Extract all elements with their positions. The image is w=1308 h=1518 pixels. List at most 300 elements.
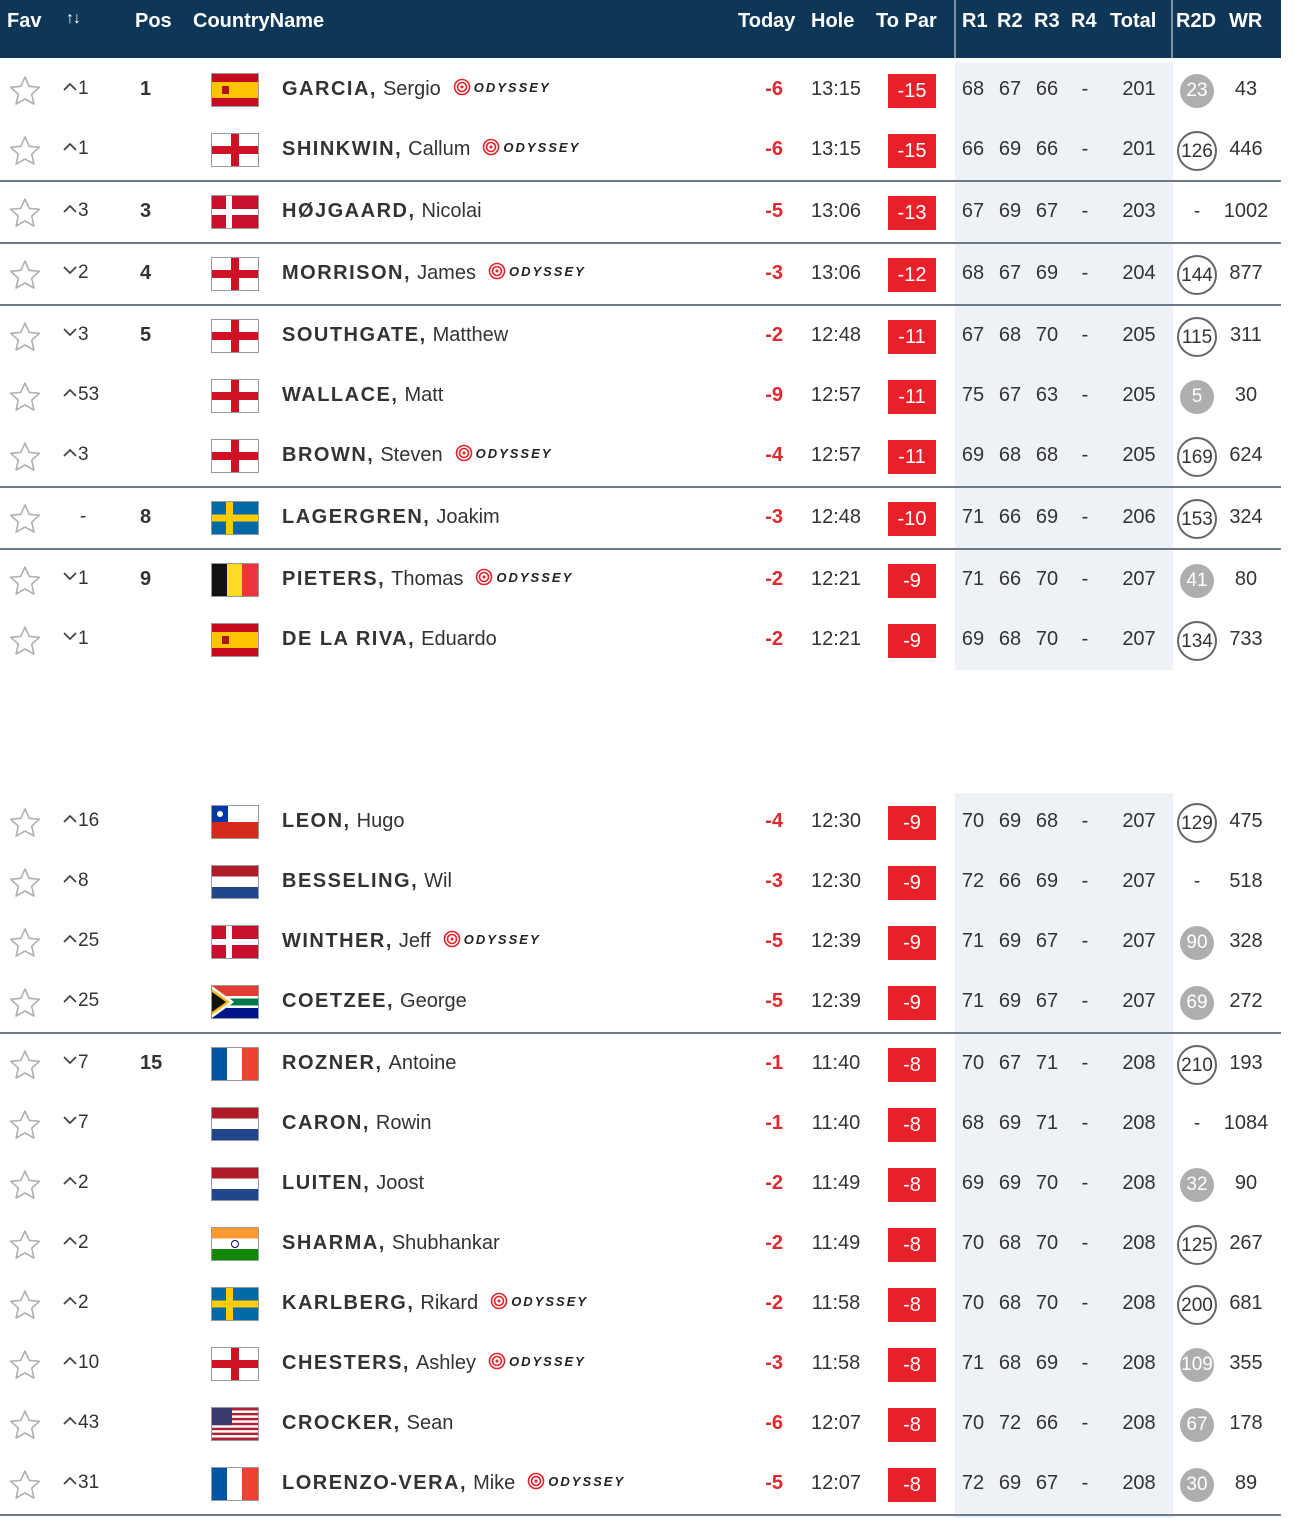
- favorite-star-icon[interactable]: [9, 927, 41, 959]
- position-movement: [62, 138, 122, 160]
- round-3-score: 69: [1035, 506, 1059, 528]
- round-1-score: 70: [961, 1232, 985, 1254]
- today-score: -4: [765, 810, 783, 832]
- world-ranking: 1084: [1223, 1112, 1269, 1134]
- position-movement: [62, 568, 122, 590]
- round-2-score: 68: [998, 628, 1022, 650]
- player-first-name[interactable]: Jeff: [398, 930, 431, 952]
- player-name[interactable]: [282, 78, 551, 101]
- player-surname[interactable]: LUITEN,: [282, 1172, 371, 1194]
- table-row[interactable]: [0, 1335, 1281, 1395]
- player-first-name[interactable]: James: [417, 262, 476, 284]
- pos-header[interactable]: Pos: [135, 10, 172, 32]
- today-header[interactable]: Today: [738, 10, 796, 32]
- position-movement: [62, 628, 122, 650]
- favorite-star-icon[interactable]: [9, 565, 41, 597]
- player-first-name[interactable]: Rikard: [420, 1292, 479, 1314]
- player-surname[interactable]: SHINKWIN,: [282, 138, 403, 160]
- odyssey-swirl-icon: [527, 1469, 545, 1491]
- hole-time: 11:58: [811, 1352, 861, 1374]
- round-2-score: 69: [998, 810, 1022, 832]
- r4-header[interactable]: R4: [1071, 10, 1097, 32]
- movement-value: 2: [78, 1232, 89, 1253]
- player-surname[interactable]: COETZEE,: [282, 990, 395, 1012]
- round-2-score: 69: [998, 1172, 1022, 1194]
- total-score: 208: [1122, 1352, 1156, 1374]
- chevron-up-icon: [62, 1229, 78, 1237]
- movement-value: 31: [78, 1472, 100, 1493]
- today-score: -2: [765, 1172, 783, 1194]
- chevron-down-icon: [62, 1109, 78, 1117]
- odyssey-label: ODYSSEY: [496, 570, 574, 586]
- world-ranking: 178: [1229, 1412, 1263, 1434]
- table-row[interactable]: [0, 307, 1281, 367]
- favorite-star-icon[interactable]: [9, 1109, 41, 1141]
- player-name[interactable]: [282, 990, 467, 1013]
- round-2-score: 69: [998, 1112, 1022, 1134]
- favorite-star-icon[interactable]: [9, 1349, 41, 1381]
- round-4-score: -: [1081, 1172, 1089, 1194]
- player-first-name[interactable]: George: [400, 990, 467, 1012]
- race-to-dubai-rank: 67: [1180, 1408, 1214, 1442]
- round-2-score: 69: [998, 990, 1022, 1012]
- race-to-dubai-rank: -: [1193, 871, 1201, 892]
- total-header[interactable]: Total: [1110, 10, 1157, 32]
- movement-value: 25: [78, 930, 100, 951]
- race-to-dubai-rank: 129: [1177, 803, 1217, 843]
- odyssey-sponsor-logo: [488, 259, 586, 282]
- total-score: 208: [1122, 1472, 1156, 1494]
- world-ranking: 311: [1230, 324, 1262, 346]
- leaderboard-header: [0, 0, 1281, 58]
- round-3-score: 66: [1035, 78, 1059, 100]
- round-2-score: 66: [998, 568, 1022, 590]
- total-score: 207: [1122, 568, 1156, 590]
- position-movement: [62, 78, 122, 100]
- movement-value: 1: [78, 78, 89, 99]
- round-4-score: -: [1081, 1112, 1089, 1134]
- world-ranking: 355: [1229, 1352, 1263, 1374]
- wr-header[interactable]: WR: [1229, 10, 1263, 32]
- odyssey-label: ODYSSEY: [548, 1474, 626, 1490]
- chevron-up-icon: [62, 987, 78, 995]
- favorite-star-icon[interactable]: [9, 197, 41, 229]
- round-1-score: 69: [961, 1172, 985, 1194]
- favorite-star-icon[interactable]: [9, 987, 41, 1019]
- round-3-score: 71: [1035, 1052, 1059, 1074]
- total-score: 205: [1122, 444, 1156, 466]
- round-1-score: 72: [961, 870, 985, 892]
- hole-time: 11:40: [811, 1112, 861, 1134]
- odyssey-label: ODYSSEY: [508, 264, 586, 280]
- player-first-name[interactable]: Thomas: [391, 568, 464, 590]
- to-par-badge: -9: [888, 624, 936, 658]
- table-row[interactable]: [0, 1215, 1281, 1275]
- table-row[interactable]: [0, 427, 1281, 487]
- round-3-score: 69: [1035, 1352, 1059, 1374]
- player-surname[interactable]: BESSELING,: [282, 870, 419, 892]
- player-surname[interactable]: WALLACE,: [282, 384, 399, 406]
- hole-time: 13:06: [810, 262, 862, 284]
- world-ranking: 30: [1234, 384, 1258, 406]
- round-1-score: 70: [961, 810, 985, 832]
- movement-value: 2: [78, 1172, 89, 1193]
- player-first-name[interactable]: Joakim: [436, 506, 500, 528]
- chevron-up-icon: [62, 927, 78, 935]
- to-par-badge: -9: [888, 926, 936, 960]
- table-row[interactable]: [0, 245, 1281, 305]
- to-par-badge: -11: [888, 440, 936, 474]
- round-4-score: -: [1081, 78, 1089, 100]
- hole-time: 12:57: [810, 384, 862, 406]
- to-par-badge: -9: [888, 564, 936, 598]
- player-name[interactable]: [282, 1232, 500, 1255]
- favorite-star-icon[interactable]: [9, 1049, 41, 1081]
- france-flag-icon: [212, 1048, 258, 1080]
- round-2-score: 69: [998, 200, 1022, 222]
- race-to-dubai-rank: 126: [1177, 131, 1217, 171]
- favorite-star-icon[interactable]: [9, 1409, 41, 1441]
- today-score: -2: [765, 628, 783, 650]
- r3-header[interactable]: R3: [1034, 10, 1060, 32]
- chevron-down-icon: [62, 259, 78, 267]
- position: 8: [140, 506, 152, 528]
- player-name[interactable]: [282, 568, 573, 591]
- round-4-score: -: [1081, 200, 1089, 222]
- table-row[interactable]: [0, 1275, 1281, 1335]
- round-3-score: 69: [1035, 870, 1059, 892]
- odyssey-swirl-icon: [488, 259, 506, 281]
- movement-value: 1: [78, 628, 89, 649]
- player-surname[interactable]: KARLBERG,: [282, 1292, 415, 1314]
- player-name[interactable]: [282, 1292, 588, 1315]
- table-row[interactable]: [0, 973, 1281, 1033]
- round-4-score: -: [1081, 810, 1089, 832]
- player-first-name[interactable]: Mike: [473, 1472, 516, 1494]
- player-surname[interactable]: SOUTHGATE,: [282, 324, 427, 346]
- race-to-dubai-rank: 200: [1177, 1285, 1217, 1325]
- race-to-dubai-rank: 210: [1177, 1045, 1217, 1085]
- race-to-dubai-rank: 5: [1180, 380, 1214, 414]
- country-name-header[interactable]: CountryName: [193, 10, 325, 32]
- hole-time: 12:48: [810, 506, 862, 528]
- player-first-name[interactable]: Wil: [424, 870, 452, 892]
- southafrica-flag-icon: [212, 986, 258, 1018]
- round-4-score: -: [1081, 1472, 1089, 1494]
- round-2-score: 72: [998, 1412, 1022, 1434]
- world-ranking: 89: [1234, 1472, 1258, 1494]
- netherlands-flag-icon: [212, 1108, 258, 1140]
- round-3-score: 70: [1035, 628, 1059, 650]
- table-row[interactable]: [0, 1035, 1281, 1095]
- round-1-score: 71: [961, 506, 985, 528]
- hole-time: 12:07: [810, 1412, 862, 1434]
- player-first-name[interactable]: Matt: [404, 384, 444, 406]
- odyssey-swirl-icon: [490, 1289, 508, 1311]
- today-score: -3: [765, 1352, 783, 1374]
- hole-time: 11:58: [811, 1292, 861, 1314]
- odyssey-label: ODYSSEY: [511, 1294, 589, 1310]
- to-par-badge: -8: [888, 1408, 936, 1442]
- player-first-name[interactable]: Sean: [406, 1412, 454, 1434]
- hole-time: 13:06: [810, 200, 862, 222]
- r1-header[interactable]: R1: [962, 10, 988, 32]
- round-3-score: 67: [1035, 930, 1059, 952]
- to-par-badge: -8: [888, 1168, 936, 1202]
- favorite-star-icon[interactable]: [9, 1169, 41, 1201]
- hole-time: 12:57: [810, 444, 862, 466]
- world-ranking: 267: [1229, 1232, 1263, 1254]
- netherlands-flag-icon: [212, 866, 258, 898]
- today-score: -2: [765, 568, 783, 590]
- round-4-score: -: [1081, 324, 1089, 346]
- round-3-score: 70: [1035, 1172, 1059, 1194]
- total-score: 208: [1122, 1112, 1156, 1134]
- odyssey-label: ODYSSEY: [503, 140, 581, 156]
- round-4-score: -: [1081, 138, 1089, 160]
- total-score: 201: [1122, 78, 1156, 100]
- player-name[interactable]: [282, 138, 580, 161]
- position-movement: [62, 444, 122, 466]
- player-surname[interactable]: SHARMA,: [282, 1232, 386, 1254]
- round-1-score: 68: [961, 262, 985, 284]
- race-to-dubai-rank: 32: [1180, 1168, 1214, 1202]
- to-par-badge: -10: [888, 502, 936, 536]
- favorite-star-icon[interactable]: [9, 259, 41, 291]
- player-name[interactable]: [282, 1172, 424, 1195]
- player-surname[interactable]: GARCIA,: [282, 78, 377, 100]
- table-row[interactable]: [0, 793, 1281, 853]
- to-par-badge: -8: [888, 1108, 936, 1142]
- table-row[interactable]: [0, 489, 1281, 549]
- player-surname[interactable]: MORRISON,: [282, 262, 412, 284]
- player-surname[interactable]: HØJGAARD,: [282, 200, 416, 222]
- hole-time: 11:49: [811, 1232, 861, 1254]
- table-row[interactable]: [0, 367, 1281, 427]
- table-row[interactable]: [0, 183, 1281, 243]
- player-name[interactable]: [282, 262, 586, 285]
- table-row[interactable]: [0, 1455, 1281, 1515]
- table-row[interactable]: [0, 1095, 1281, 1155]
- position-movement: [62, 1292, 122, 1314]
- chevron-down-icon: [62, 321, 78, 329]
- today-score: -3: [765, 506, 783, 528]
- hole-time: 12:21: [810, 568, 862, 590]
- player-first-name[interactable]: Steven: [380, 444, 443, 466]
- favorite-star-icon[interactable]: [9, 321, 41, 353]
- hole-time: 12:30: [810, 810, 862, 832]
- today-score: -6: [765, 1412, 783, 1434]
- player-surname[interactable]: PIETERS,: [282, 568, 386, 590]
- player-name[interactable]: [282, 628, 497, 651]
- round-4-score: -: [1081, 1292, 1089, 1314]
- odyssey-swirl-icon: [475, 565, 493, 587]
- favorite-star-icon[interactable]: [9, 807, 41, 839]
- player-name[interactable]: [282, 1052, 456, 1075]
- world-ranking: 272: [1229, 990, 1263, 1012]
- to-par-badge: -9: [888, 986, 936, 1020]
- player-first-name[interactable]: Antoine: [388, 1052, 457, 1074]
- player-surname[interactable]: LORENZO-VERA,: [282, 1472, 468, 1494]
- round-3-score: 66: [1035, 1412, 1059, 1434]
- round-1-score: 69: [961, 628, 985, 650]
- table-row[interactable]: [0, 121, 1281, 181]
- favorite-star-icon[interactable]: [9, 381, 41, 413]
- favorite-star-icon[interactable]: [9, 1289, 41, 1321]
- movement-value: 10: [78, 1352, 100, 1373]
- movement-value: 1: [78, 568, 89, 589]
- player-name[interactable]: [282, 1352, 586, 1375]
- round-3-score: 68: [1035, 810, 1059, 832]
- today-score: -6: [765, 138, 783, 160]
- total-score: 204: [1122, 262, 1156, 284]
- table-row[interactable]: [0, 1155, 1281, 1215]
- player-first-name[interactable]: Shubhankar: [391, 1232, 500, 1254]
- favorite-star-icon[interactable]: [9, 441, 41, 473]
- r2-header[interactable]: R2: [997, 10, 1023, 32]
- round-2-score: 67: [998, 384, 1022, 406]
- r2d-header[interactable]: R2D: [1176, 10, 1217, 32]
- world-ranking: 43: [1234, 78, 1258, 100]
- round-3-score: 70: [1035, 1292, 1059, 1314]
- england-flag-icon: [212, 258, 258, 290]
- total-score: 208: [1122, 1052, 1156, 1074]
- header-divider: [954, 0, 956, 58]
- player-first-name[interactable]: Nicolai: [421, 200, 482, 222]
- favorite-star-icon[interactable]: [9, 1229, 41, 1261]
- player-first-name[interactable]: Matthew: [432, 324, 509, 346]
- today-score: -3: [765, 262, 783, 284]
- hole-header[interactable]: Hole: [811, 10, 855, 32]
- world-ranking: 1002: [1223, 200, 1269, 222]
- player-name[interactable]: [282, 1112, 431, 1135]
- today-score: -3: [765, 870, 783, 892]
- player-first-name[interactable]: Eduardo: [421, 628, 497, 650]
- belgium-flag-icon: [212, 564, 258, 596]
- movement-value: -: [80, 506, 87, 527]
- position: 5: [140, 324, 152, 346]
- movement-value: 7: [78, 1052, 89, 1073]
- player-name[interactable]: [282, 930, 541, 953]
- world-ranking: 733: [1229, 628, 1263, 650]
- odyssey-sponsor-logo: [455, 441, 553, 464]
- player-first-name[interactable]: Ashley: [415, 1352, 476, 1374]
- fav-header[interactable]: Fav: [7, 10, 42, 32]
- movement-value: 3: [78, 200, 89, 221]
- player-first-name[interactable]: Joost: [376, 1172, 425, 1194]
- race-to-dubai-rank: 23: [1180, 74, 1214, 108]
- round-2-score: 66: [998, 870, 1022, 892]
- player-surname[interactable]: CROCKER,: [282, 1412, 401, 1434]
- world-ranking: 328: [1229, 930, 1263, 952]
- player-surname[interactable]: LEON,: [282, 810, 351, 832]
- round-1-score: 72: [961, 1472, 985, 1494]
- round-2-score: 68: [998, 444, 1022, 466]
- world-ranking: 80: [1234, 568, 1258, 590]
- race-to-dubai-rank: -: [1193, 1113, 1201, 1134]
- total-score: 206: [1122, 506, 1156, 528]
- round-2-score: 67: [998, 1052, 1022, 1074]
- player-first-name[interactable]: Callum: [408, 138, 471, 160]
- player-name[interactable]: [282, 384, 443, 407]
- to-par-header[interactable]: To Par: [876, 10, 937, 32]
- table-row[interactable]: [0, 61, 1281, 121]
- player-name[interactable]: [282, 506, 500, 529]
- player-first-name[interactable]: Rowin: [375, 1112, 432, 1134]
- round-3-score: 70: [1035, 1232, 1059, 1254]
- total-score: 207: [1122, 810, 1156, 832]
- favorite-star-icon[interactable]: [9, 867, 41, 899]
- player-surname[interactable]: LAGERGREN,: [282, 506, 431, 528]
- player-surname[interactable]: BROWN,: [282, 444, 375, 466]
- france-flag-icon: [212, 1468, 258, 1500]
- round-2-score: 69: [998, 1472, 1022, 1494]
- player-surname[interactable]: CHESTERS,: [282, 1352, 410, 1374]
- total-score: 201: [1122, 138, 1156, 160]
- position-movement: [62, 870, 122, 892]
- favorite-star-icon[interactable]: [9, 135, 41, 167]
- today-score: -5: [765, 930, 783, 952]
- position-movement: [62, 384, 122, 406]
- player-first-name[interactable]: Sergio: [382, 78, 441, 100]
- player-name[interactable]: [282, 444, 552, 467]
- player-name[interactable]: [282, 810, 404, 833]
- player-name[interactable]: [282, 200, 482, 223]
- table-row[interactable]: [0, 611, 1281, 671]
- player-first-name[interactable]: Hugo: [356, 810, 405, 832]
- table-row[interactable]: [0, 1395, 1281, 1455]
- chevron-up-icon: [62, 1469, 78, 1477]
- round-1-score: 69: [961, 444, 985, 466]
- race-to-dubai-rank: -: [1193, 201, 1201, 222]
- favorite-star-icon[interactable]: [9, 625, 41, 657]
- hole-time: 13:15: [810, 78, 862, 100]
- chevron-down-icon: [62, 625, 78, 633]
- table-row[interactable]: [0, 551, 1281, 611]
- round-2-score: 69: [998, 930, 1022, 952]
- total-score: 208: [1122, 1292, 1156, 1314]
- round-4-score: -: [1081, 444, 1089, 466]
- player-surname[interactable]: ROZNER,: [282, 1052, 383, 1074]
- player-name[interactable]: [282, 324, 508, 347]
- chevron-up-icon: [62, 441, 78, 449]
- table-row[interactable]: [0, 853, 1281, 913]
- round-3-score: 66: [1035, 138, 1059, 160]
- sort-arrows-icon[interactable]: ↑↓: [66, 10, 80, 27]
- player-name[interactable]: [282, 1412, 453, 1435]
- hole-time: 11:49: [811, 1172, 861, 1194]
- round-4-score: -: [1081, 1052, 1089, 1074]
- favorite-star-icon[interactable]: [9, 1469, 41, 1501]
- total-score: 208: [1122, 1172, 1156, 1194]
- player-name[interactable]: [282, 1472, 625, 1495]
- table-row[interactable]: [0, 913, 1281, 973]
- hole-time: 12:21: [810, 628, 862, 650]
- england-flag-icon: [212, 320, 258, 352]
- round-3-score: 70: [1035, 324, 1059, 346]
- total-score: 208: [1122, 1412, 1156, 1434]
- odyssey-sponsor-logo: [488, 1349, 586, 1372]
- player-surname[interactable]: WINTHER,: [282, 930, 393, 952]
- total-score: 207: [1122, 990, 1156, 1012]
- chevron-up-icon: [62, 1169, 78, 1177]
- favorite-star-icon[interactable]: [9, 75, 41, 107]
- player-name[interactable]: [282, 870, 452, 893]
- position: 15: [140, 1052, 163, 1074]
- player-surname[interactable]: CARON,: [282, 1112, 370, 1134]
- player-surname[interactable]: DE LA RIVA,: [282, 628, 416, 650]
- favorite-star-icon[interactable]: [9, 503, 41, 535]
